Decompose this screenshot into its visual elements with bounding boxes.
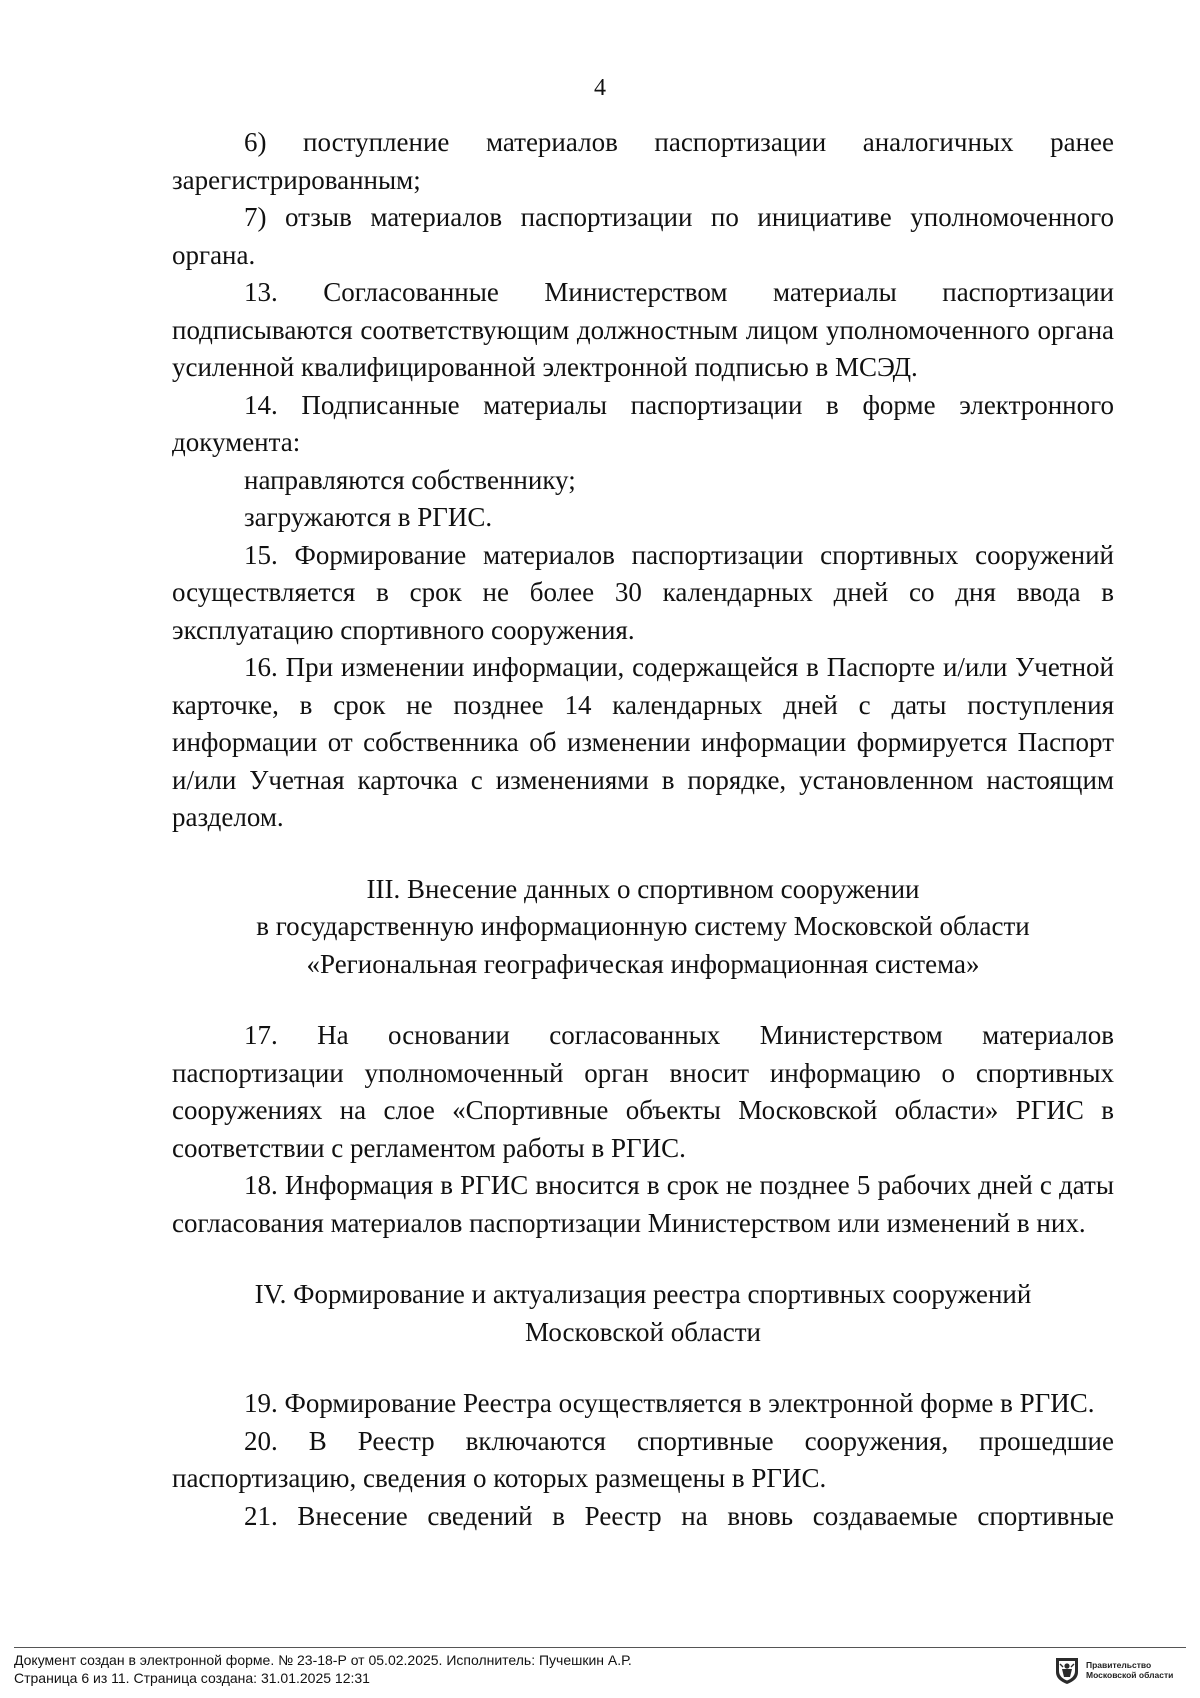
footer-document-info: Документ создан в электронной форме. № 23-18-Р от 05.02.2025. Исполнитель: Пучешкин А.Р. bbox=[14, 1652, 632, 1668]
clause-19: 19. Формирование Реестра осуществляется в электронной форме в РГИС. bbox=[244, 1388, 1095, 1418]
clause-16: 16. При изменении информации, содержащейся в Паспорте и/или Учетной карточке, в срок не позднее 14 календарных дней с даты поступления информации от собственника об изменении информации формируется Паспорт и/или Учетная карточка с изменениями в порядке, установленном настоящим разделом. bbox=[172, 652, 1114, 832]
clause-14-item-rgis: загружаются в РГИС. bbox=[244, 502, 493, 532]
footer-page-info: Страница 6 из 11. Страница создана: 31.01.2025 12:31 bbox=[14, 1670, 370, 1686]
section-3-heading-line: III. Внесение данных о спортивном сооружении bbox=[366, 873, 920, 904]
clause-18: 18. Информация в РГИС вносится в срок не позднее 5 рабочих дней с даты согласования материалов паспортизации Министерством или изменений в них. bbox=[172, 1170, 1114, 1238]
clause-14-item-owner: направляются собственнику; bbox=[244, 464, 576, 495]
clause-14: 14. Подписанные материалы паспортизации в форме электронного документа: bbox=[172, 389, 1114, 457]
footer-metadata bbox=[14, 1651, 632, 1687]
list-item-7: 7) отзыв материалов паспортизации по инициативе уполномоченного органа. bbox=[172, 202, 1114, 270]
section-4-heading-line: Московской области bbox=[524, 1316, 761, 1347]
document-body bbox=[172, 124, 1114, 1535]
section-3-heading bbox=[172, 871, 1114, 984]
footer-divider bbox=[14, 1647, 1186, 1648]
section-3-heading-line: «Региональная географическая информационная система» bbox=[306, 948, 980, 979]
section-4-heading bbox=[172, 1276, 1114, 1351]
clause-21: 21. Внесение сведений в Реестр на вновь создаваемые спортивные bbox=[244, 1500, 1114, 1531]
list-item-6: 6) поступление материалов паспортизации аналогичных ранее зарегистрированным; bbox=[172, 127, 1114, 195]
clause-15: 15. Формирование материалов паспортизации спортивных сооружений осуществляется в срок не более 30 календарных дней со дня ввода в эксплуатацию спортивного сооружения. bbox=[172, 539, 1114, 645]
section-4-heading-line: IV. Формирование и актуализация реестра спортивных сооружений bbox=[254, 1279, 1032, 1309]
government-logo bbox=[1054, 1653, 1186, 1687]
logo-caption-line: Московской области bbox=[1086, 1670, 1174, 1680]
section-3-heading-line: в государственную информационную систему Московской области bbox=[256, 911, 1030, 941]
clause-17: 17. На основании согласованных Министерством материалов паспортизации уполномоченный орган вносит информацию о спортивных сооружениях на слое «Спортивные объекты Московской области» РГИС в соответствии с регламентом работы в РГИС. bbox=[172, 1020, 1114, 1163]
clause-20: 20. В Реестр включаются спортивные сооружения, прошедшие паспортизацию, сведения о которых размещены в РГИС. bbox=[172, 1425, 1114, 1493]
logo-caption bbox=[1086, 1660, 1173, 1680]
clause-13: 13. Согласованные Министерством материалы паспортизации подписываются соответствующим должностным лицом уполномоченного органа усиленной квалифицированной электронной подписью в МСЭД. bbox=[172, 277, 1114, 382]
page-number: 4 bbox=[594, 75, 606, 101]
moscow-region-emblem-icon bbox=[1054, 1655, 1080, 1685]
logo-caption-line: Правительство bbox=[1086, 1660, 1152, 1670]
document-footer bbox=[14, 1647, 1186, 1691]
